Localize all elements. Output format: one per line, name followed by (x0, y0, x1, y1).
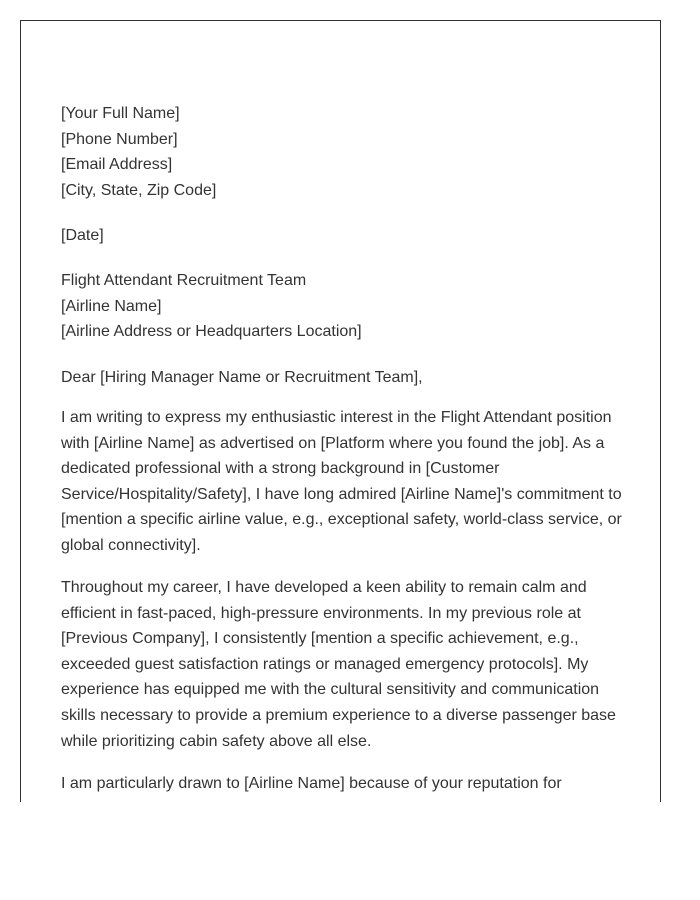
body-paragraph-1: I am writing to express my enthusiastic interest in the Flight Attendant position with [Airline Name] as advertised on [Platform where you found the job]. As a dedicated professional with a strong background in [Customer Service/Hospitality/Safety], I have long admired [Airline Name]'s commitment to [mention a specific airline value, e.g., exceptional safety, world-class service, or global connectivity]. (61, 409, 622, 554)
letter-date: [Date] (61, 226, 104, 244)
spacer (61, 345, 631, 365)
sender-block (61, 101, 631, 203)
salutation-block (61, 365, 631, 391)
sender-name: [Your Full Name] (61, 105, 180, 122)
sender-email: [Email Address] (61, 156, 173, 173)
recipient-airline: [Airline Name] (61, 297, 162, 315)
recipient-address: [Airline Address or Headquarters Location] (61, 323, 362, 340)
letter-page (20, 20, 661, 802)
letter-body (61, 405, 631, 796)
sender-phone: [Phone Number] (61, 130, 178, 148)
recipient-block (61, 268, 631, 345)
sender-location: [City, State, Zip Code] (61, 181, 217, 199)
spacer (61, 390, 631, 405)
body-paragraph-2: Throughout my career, I have developed a keen ability to remain calm and efficient in fast-paced, high-pressure environments. In my previous role at [Previous Company], I consistently [mention a specific achievement, e.g., exceeded guest satisfaction ratings or managed emergency protocols]. My experience has equipped me with the cultural sensitivity and communication skills necessary to provide a premium experience to a diverse passenger base while prioritizing cabin safety above all else. (61, 579, 616, 750)
body-paragraph-3: I am particularly drawn to [Airline Name] because of your reputation for (61, 774, 562, 792)
spacer (61, 248, 631, 268)
date-block (61, 223, 631, 249)
letter-content (61, 101, 631, 796)
spacer (61, 203, 631, 223)
salutation: Dear [Hiring Manager Name or Recruitment Team], (61, 368, 423, 386)
recipient-team: Flight Attendant Recruitment Team (61, 272, 307, 289)
